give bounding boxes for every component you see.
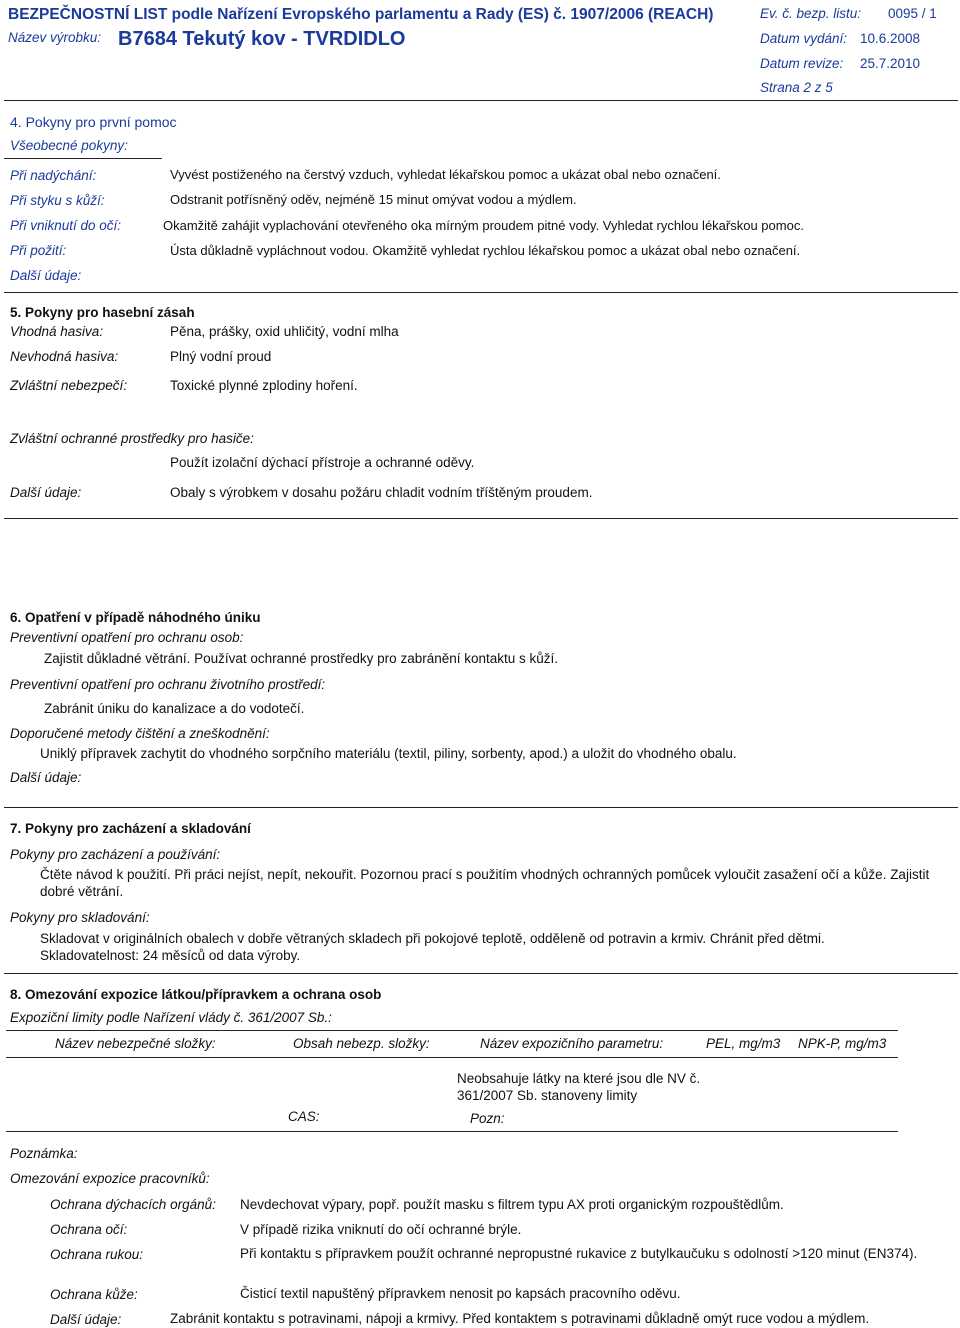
s4-label-other: Další údaje:	[10, 268, 82, 283]
s4-value-skin: Odstranit potřísněný oděv, nejméně 15 minut omývat vodou a mýdlem.	[170, 192, 577, 207]
s8-note-label: Poznámka:	[10, 1146, 78, 1161]
s6-persons-label: Preventivní opatření pro ochranu osob:	[10, 630, 244, 645]
s5-suitable-value: Pěna, prášky, oxid uhličitý, vodní mlha	[170, 324, 399, 339]
ev-value: 0095 / 1	[888, 6, 937, 21]
s4-label-ingestion: Při požití:	[10, 243, 67, 258]
s4-divider	[4, 158, 162, 159]
s8-label-skin: Ochrana kůže:	[50, 1287, 138, 1302]
table-note: Neobsahuje látky na které jsou dle NV č. 361/2007 Sb. stanoveny limity	[457, 1071, 701, 1103]
table-bottom-border	[6, 1131, 898, 1132]
section-7-heading: 7. Pokyny pro zacházení a skladování	[10, 821, 251, 836]
table-pozn-label: Pozn:	[470, 1111, 505, 1126]
s4-value-inhalation: Vyvést postiženého na čerstvý vzduch, vyhledat lékařskou pomoc a ukázat obal nebo označení.	[170, 167, 721, 182]
section-5-heading: 5. Pokyny pro hasební zásah	[10, 305, 195, 320]
s6-env-value: Zabránit úniku do kanalizace a do vodotečí.	[44, 701, 305, 716]
table-top-border	[6, 1030, 898, 1031]
s6-end-divider	[4, 807, 958, 808]
table-cas-label: CAS:	[288, 1109, 320, 1124]
issue-value: 10.6.2008	[860, 31, 921, 46]
s8-value-eyes: V případě rizika vniknutí do očí ochranné brýle.	[240, 1222, 522, 1237]
s4-label-inhalation: Při nadýchání:	[10, 168, 97, 183]
s8-label-other: Další údaje:	[50, 1312, 122, 1327]
s8-value-skin: Čisticí textil napuštěný přípravkem nenosit po kapsách pracovního oděvu.	[240, 1286, 681, 1301]
s8-value-respiratory: Nevdechovat výpary, popř. použít masku s filtrem typu AX proti organickým rozpouštědlům.	[240, 1197, 784, 1212]
table-header-parameter: Název expozičního parametru:	[480, 1036, 664, 1051]
s6-clean-value: Uniklý přípravek zachytit do vhodného sorpčního materiálu (textil, piliny, sorbenty, apod.) a uložit do vhodného obalu.	[40, 746, 737, 761]
table-header-pel: PEL, mg/m3	[706, 1036, 781, 1051]
s5-hazard-value: Toxické plynné zplodiny hoření.	[170, 378, 358, 393]
s5-hazard-label: Zvláštní nebezpečí:	[10, 378, 128, 393]
header-divider	[4, 100, 958, 101]
product-name: B7684 Tekutý kov - TVRDIDLO	[118, 28, 406, 50]
s5-unsuitable-label: Nevhodná hasiva:	[10, 349, 119, 364]
s6-persons-value: Zajistit důkladné větrání. Používat ochranné prostředky pro zabránění kontaktu s kůží.	[44, 651, 559, 666]
table-header-content: Obsah nebezp. složky:	[293, 1036, 430, 1051]
s7-handling-value: Čtěte návod k použití. Při práci nejíst, nepít, nekouřit. Pozornou prací s použitím vhodných ochranných pomůcek vyloučit zasažení očí a kůže. Zajistit dobré větrání.	[40, 867, 930, 899]
s4-general-label: Všeobecné pokyny:	[10, 138, 128, 153]
s5-suitable-label: Vhodná hasiva:	[10, 324, 104, 339]
table-header-border	[6, 1057, 898, 1058]
s7-end-divider	[4, 973, 958, 974]
s8-value-other: Zabránit kontaktu s potravinami, nápoji a krmivy. Před kontaktem s potravinami důkladně omýt ruce vodou a mýdlem.	[170, 1311, 870, 1326]
revision-label: Datum revize:	[760, 56, 844, 71]
product-label: Název výrobku:	[8, 30, 102, 45]
s6-clean-label: Doporučené metody čištění a zneškodnění:	[10, 726, 270, 741]
s7-storage-value: Skladovat v originálních obalech v dobře větraných skladech při pokojové teplotě, odděleně od potravin a krmiv. Chránit před dětmi. Skladovatelnost: 24 měsíců od data výroby.	[40, 931, 825, 963]
s4-value-eyes: Okamžitě zahájit vyplachování otevřeného oka mírným proudem pitné vody. Vyhledat rychlou lékařskou pomoc.	[163, 218, 804, 233]
s5-ppe-label: Zvláštní ochranné prostředky pro hasiče:	[10, 431, 254, 446]
s5-unsuitable-value: Plný vodní proud	[170, 349, 272, 364]
section-8-heading: 8. Omezování expozice látkou/přípravkem a ochrana osob	[10, 987, 382, 1002]
s7-storage-label: Pokyny pro skladování:	[10, 910, 150, 925]
s6-other-label: Další údaje:	[10, 770, 82, 785]
revision-value: 25.7.2010	[860, 56, 921, 71]
s8-label-respiratory: Ochrana dýchacích orgánů:	[50, 1197, 216, 1212]
s6-env-label: Preventivní opatření pro ochranu životního prostředí:	[10, 677, 326, 692]
s5-other-value: Obaly s výrobkem v dosahu požáru chladit vodním tříštěným proudem.	[170, 485, 593, 500]
s5-ppe-value: Použít izolační dýchací přístroje a ochranné oděvy.	[170, 455, 475, 470]
page-number: Strana 2 z 5	[760, 80, 833, 95]
s8-label-hands: Ochrana rukou:	[50, 1247, 144, 1262]
section-6-heading: 6. Opatření v případě náhodného úniku	[10, 610, 261, 625]
s4-end-divider	[4, 292, 958, 293]
s5-end-divider	[4, 518, 958, 519]
document-title: BEZPEČNOSTNÍ LIST podle Nařízení Evropského parlamentu a Rady (ES) č. 1907/2006 (REACH)	[8, 6, 714, 23]
section-4-heading: 4. Pokyny pro první pomoc	[10, 114, 177, 130]
table-header-npk: NPK-P, mg/m3	[798, 1036, 887, 1051]
s4-label-skin: Při styku s kůží:	[10, 193, 105, 208]
s4-value-ingestion: Ústa důkladně vypláchnout vodou. Okamžitě vyhledat rychlou lékařskou pomoc a ukázat obal nebo označení.	[170, 243, 801, 258]
s7-handling-label: Pokyny pro zacházení a používání:	[10, 847, 221, 862]
issue-label: Datum vydání:	[760, 31, 848, 46]
ev-label: Ev. č. bezp. listu:	[760, 6, 862, 21]
s8-limits-label: Expoziční limity podle Nařízení vlády č. 361/2007 Sb.:	[10, 1010, 332, 1025]
s8-work-label: Omezování expozice pracovníků:	[10, 1171, 210, 1186]
s8-value-hands: Při kontaktu s přípravkem použít ochranné nepropustné rukavice z butylkaučuku s odolností >120 minut (EN374).	[240, 1246, 918, 1261]
s4-label-eyes: Při vniknutí do očí:	[10, 218, 122, 233]
s8-label-eyes: Ochrana očí:	[50, 1222, 128, 1237]
s5-other-label: Další údaje:	[10, 485, 82, 500]
table-header-component: Název nebezpečné složky:	[55, 1036, 216, 1051]
